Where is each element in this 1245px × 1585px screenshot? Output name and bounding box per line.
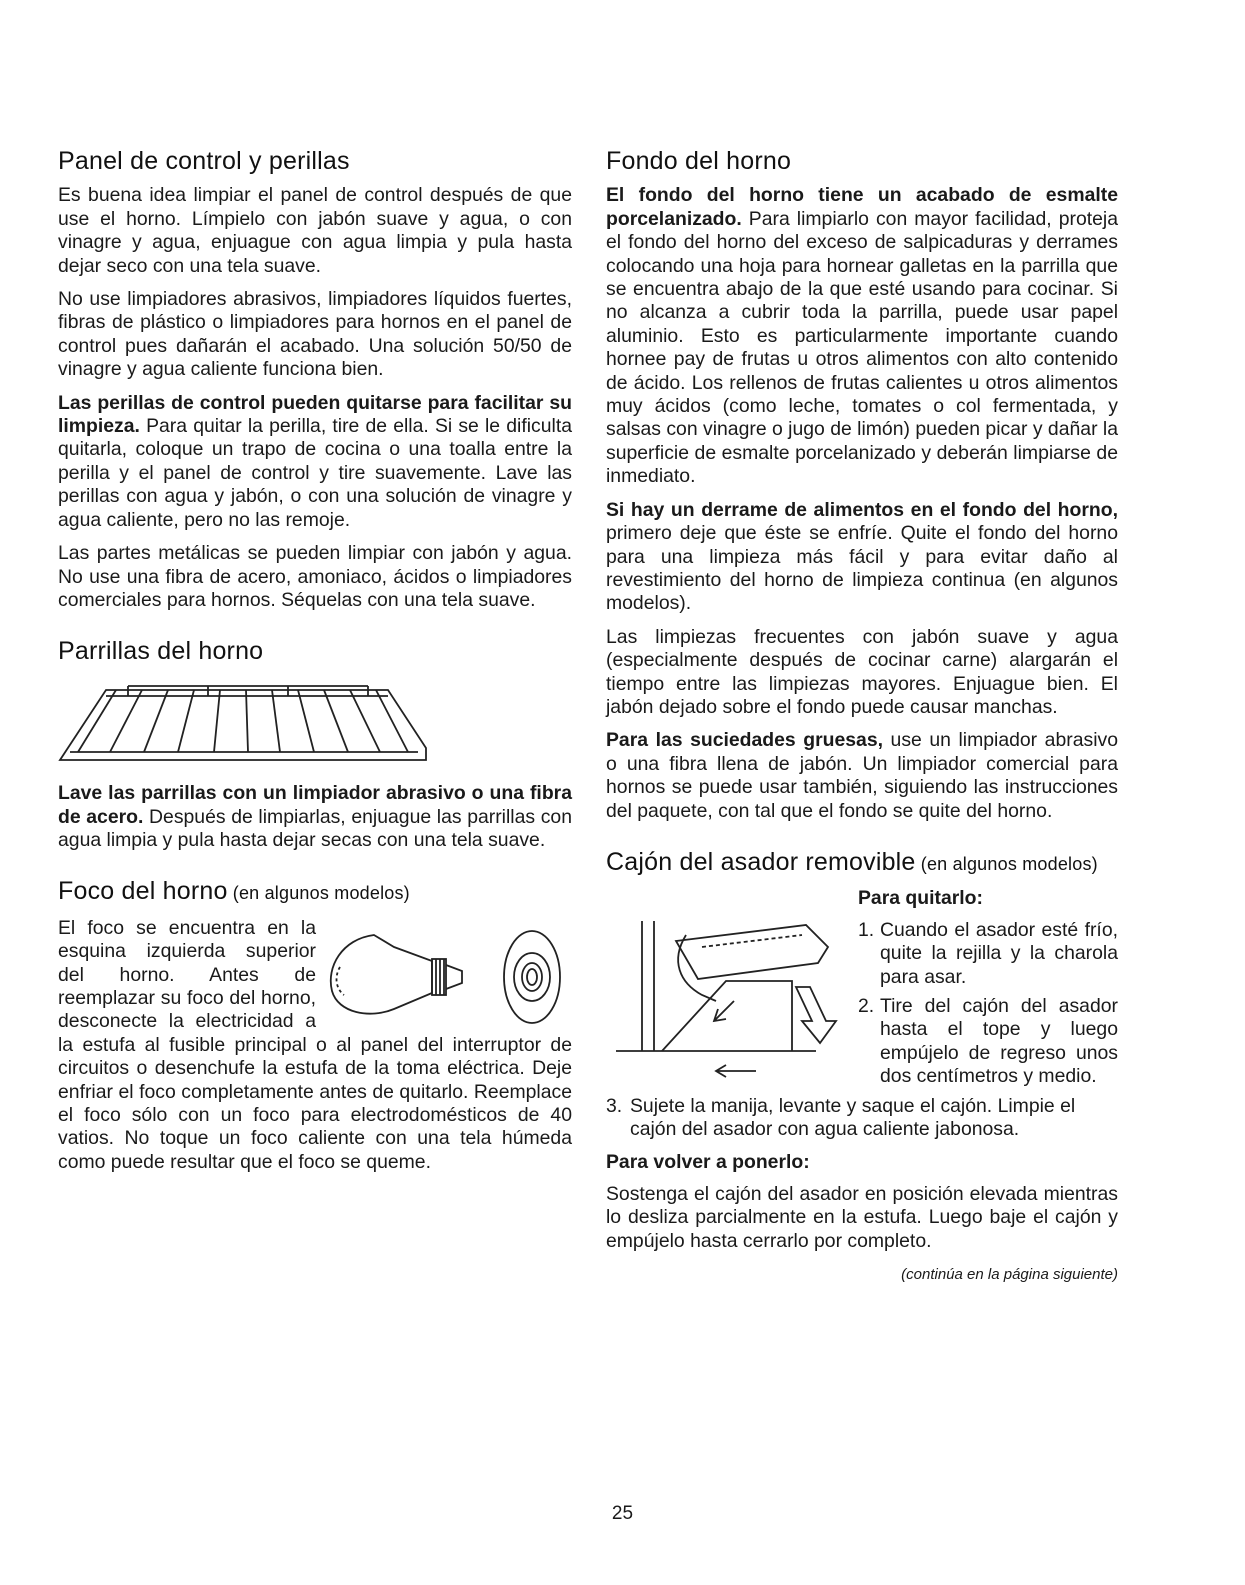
- paragraph: Lave las parrillas con un limpiador abrasivo o una fibra de acero. Después de limpiarlas, enjuague las parrillas con agua limpia y pula hasta dejar secas con una tela suave.: [58, 782, 572, 851]
- paragraph: Para las suciedades gruesas, use un limpiador abrasivo o una fibra llena de jabón. Un limpiador comercial para hornos se puede usar también, siguiendo las instrucciones del paquete, con tal que el fondo se quite del horno.: [606, 729, 1118, 822]
- continued-note: (continúa en la página siguiente): [901, 1266, 1118, 1284]
- remove-subheading: Para quitarlo:: [858, 887, 983, 910]
- step-number: 3.: [606, 1094, 623, 1117]
- step-number: 2.: [858, 995, 875, 1017]
- paragraph: Las limpiezas frecuentes con jabón suave y agua (especialmente después de cocinar carne) alargarán el tiempo entre las limpiezas mayores. Enjuague bien. El jabón dejado sobre el fondo puede causar manchas.: [606, 625, 1118, 718]
- step-item: [858, 919, 1118, 989]
- light-bulb-illustration: [322, 917, 572, 1027]
- removal-steps: [858, 887, 1118, 1088]
- page-number: 25: [611, 1503, 634, 1524]
- step-item: [606, 1095, 1118, 1142]
- step-text: Cuando el asador esté frío, quite la rejilla y la charola para asar.: [880, 918, 1118, 988]
- bold-lead: Las perillas de control pueden quitarse para facilitar su limpieza.: [58, 391, 572, 438]
- oven-rack-illustration: [58, 682, 572, 770]
- paragraph: Si hay un derrame de alimentos en el fondo del horno, primero deje que éste se enfríe. Quite el fondo del horno para una limpieza más fácil y para evitar daño al revestimiento del horno de limpieza continua (en algunos modelos).: [606, 498, 1118, 615]
- right-column: [606, 147, 1119, 1286]
- section-broiler-drawer: [606, 847, 1118, 1287]
- heading-oven-racks: Parrillas del horno: [58, 637, 264, 666]
- bold-lead: Para las suciedades gruesas,: [606, 729, 884, 752]
- step-text: Tire del cajón del asador hasta el tope y luego empújelo de regreso unos dos centímetros y medio.: [880, 995, 1118, 1088]
- paragraph: El foco se encuentra en la esquina izquierda superior del horno. Antes de reemplazar su foco del horno, desconecte la electricidad a la estufa al fusible principal o al panel del interruptor de circuitos o desenchufe la estufa de la toma eléctrica. Deje enfriar el foco completamente antes de quitarlo. Reemplace el foco sólo con un foco para electrodomésticos de 40 vatios. No toque un foco caliente con una tela húmeda como puede resultar que el foco se queme.: [58, 916, 572, 1173]
- paragraph: Sostenga el cajón del asador en posición elevada mientras lo desliza parcialmente en la estufa. Luego baje el cajón y empújelo hasta cerrarlo por completo.: [606, 1182, 1118, 1252]
- broiler-drawer-illustration: [606, 901, 846, 1081]
- step-text: Sujete la manija, levante y saque el cajón. Limpie el cajón del asador con agua caliente jabonosa.: [630, 1094, 1076, 1141]
- section-oven-light: [58, 877, 572, 1174]
- paragraph: No use limpiadores abrasivos, limpiadores líquidos fuertes, fibras de plástico o limpiadores para hornos en el panel de control pues dañarán el acabado. Una solución 50/50 de vinagre y agua caliente funciona bien.: [58, 288, 572, 381]
- heading-broiler-drawer: Cajón del asador removible (en algunos modelos): [606, 847, 1098, 876]
- heading-oven-light: Foco del horno (en algunos modelos): [58, 877, 410, 906]
- paragraph: Es buena idea limpiar el panel de control después de que use el horno. Límpielo con jabón suave y agua, o con vinagre y agua, enjuague con agua limpia y pula hasta dejar seco con una tela suave.: [58, 184, 572, 277]
- bold-lead: Si hay un derrame de alimentos en el fondo del horno,: [606, 498, 1118, 521]
- replace-subheading: Para volver a ponerlo:: [606, 1151, 810, 1174]
- heading-control-panel: Panel de control y perillas: [58, 147, 350, 175]
- section-control-panel: [58, 147, 572, 612]
- bold-lead: El fondo del horno tiene un acabado de esmalte porcelanizado.: [606, 184, 1118, 230]
- step-item: [858, 995, 1118, 1089]
- paragraph: Las partes metálicas se pueden limpiar con jabón y agua. No use una fibra de acero, amoniaco, ácidos o limpiadores comerciales para hornos. Séquelas con una tela suave.: [58, 542, 572, 611]
- section-oven-racks: [58, 637, 572, 852]
- step-number: 1.: [858, 918, 875, 941]
- bold-lead: Lave las parrillas con un limpiador abrasivo o una fibra de acero.: [58, 782, 572, 828]
- paragraph: Las perillas de control pueden quitarse para facilitar su limpieza. Para quitar la perilla, tire de ella. Si se le dificulta quitarla, coloque un trapo de cocina o una toalla entre la perilla y el panel de control y tire suavemente. Lave las perillas con agua y jabón, o con una solución de vinagre y agua caliente, pero no las remoje.: [58, 391, 572, 531]
- paragraph: El fondo del horno tiene un acabado de esmalte porcelanizado. Para limpiarlo con mayor facilidad, proteja el fondo del horno del exceso de salpicaduras y derrames colocando una hoja para hornear galletas en la parrilla que se encuentra abajo de la que esté usando para cocinar. Si no alcanza a cubrir toda la parrilla, puede usar papel aluminio. Esto es particularmente importante cuando hornee pay de frutas u otros alimentos con alto contenido de ácido. Los rellenos de frutas calientes u otros alimentos muy ácidos (como leche, tomates o col fermentada, y salsas con vinagre o jugo de limón) pueden picar y dañar la superficie de esmalte porcelanizado y deberán limpiarse de inmediato.: [606, 184, 1119, 488]
- section-oven-bottom: [606, 147, 1119, 823]
- left-column: [58, 147, 572, 1202]
- heading-oven-bottom: Fondo del horno: [606, 147, 792, 175]
